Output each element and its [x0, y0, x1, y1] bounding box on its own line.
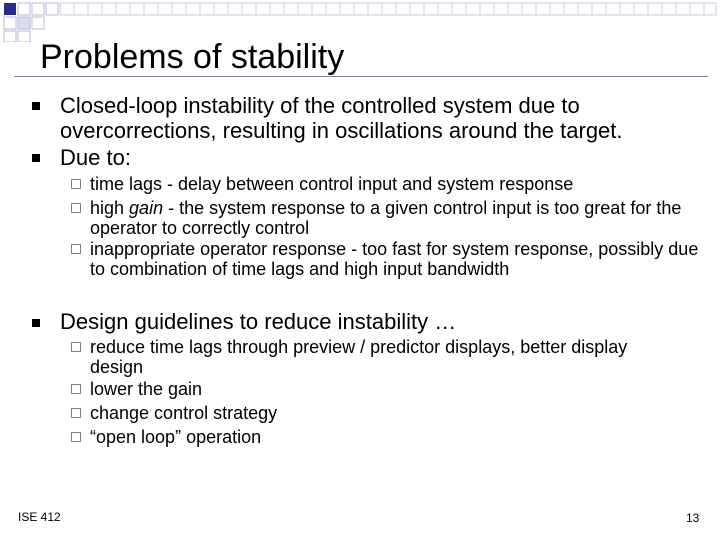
subitem-high-gain-prefix: high [90, 198, 130, 218]
checkbox-bullet-icon [71, 408, 81, 418]
subitem-operator-response: inappropriate operator response - too fast for system response, possibly due to combination of time lags and high input bandwidth [90, 239, 699, 279]
square-bullet-icon [32, 102, 40, 110]
footer-course-label: ISE 412 [18, 510, 61, 524]
subitem-time-lags: time lags - delay between control input and system response [90, 174, 574, 194]
slide-title: Problems of stability [40, 38, 345, 76]
subitem-change-strategy: change control strategy [90, 403, 278, 423]
subitem-open-loop: “open loop” operation [90, 427, 262, 447]
bullet-closed-loop: Closed-loop instability of the controlled system due to overcorrections, resulting in oscillations around the target. [60, 93, 623, 143]
subitem-reduce-time-lags: reduce time lags through preview / predictor displays, better display design [90, 337, 628, 377]
checkbox-bullet-icon [71, 384, 81, 394]
title-underline [14, 76, 708, 77]
square-bullet-icon [32, 154, 40, 162]
bullet-design-guidelines: Design guidelines to reduce instability … [60, 309, 457, 334]
page-number: 13 [686, 511, 700, 525]
subitem-high-gain-emphasis: gain [129, 198, 164, 218]
subitem-lower-gain: lower the gain [90, 379, 203, 399]
subitem-high-gain [90, 198, 700, 238]
subitem-high-gain-suffix: - the system response to a given control input is too great for the operator to correctly control [90, 198, 682, 238]
bullet-due-to: Due to: [60, 145, 131, 170]
checkbox-bullet-icon [71, 342, 81, 352]
header-grid-strip [60, 3, 716, 15]
checkbox-bullet-icon [71, 244, 81, 254]
checkbox-bullet-icon [71, 179, 81, 189]
checkbox-bullet-icon [71, 203, 81, 213]
checkbox-bullet-icon [71, 432, 81, 442]
square-bullet-icon [32, 319, 40, 327]
